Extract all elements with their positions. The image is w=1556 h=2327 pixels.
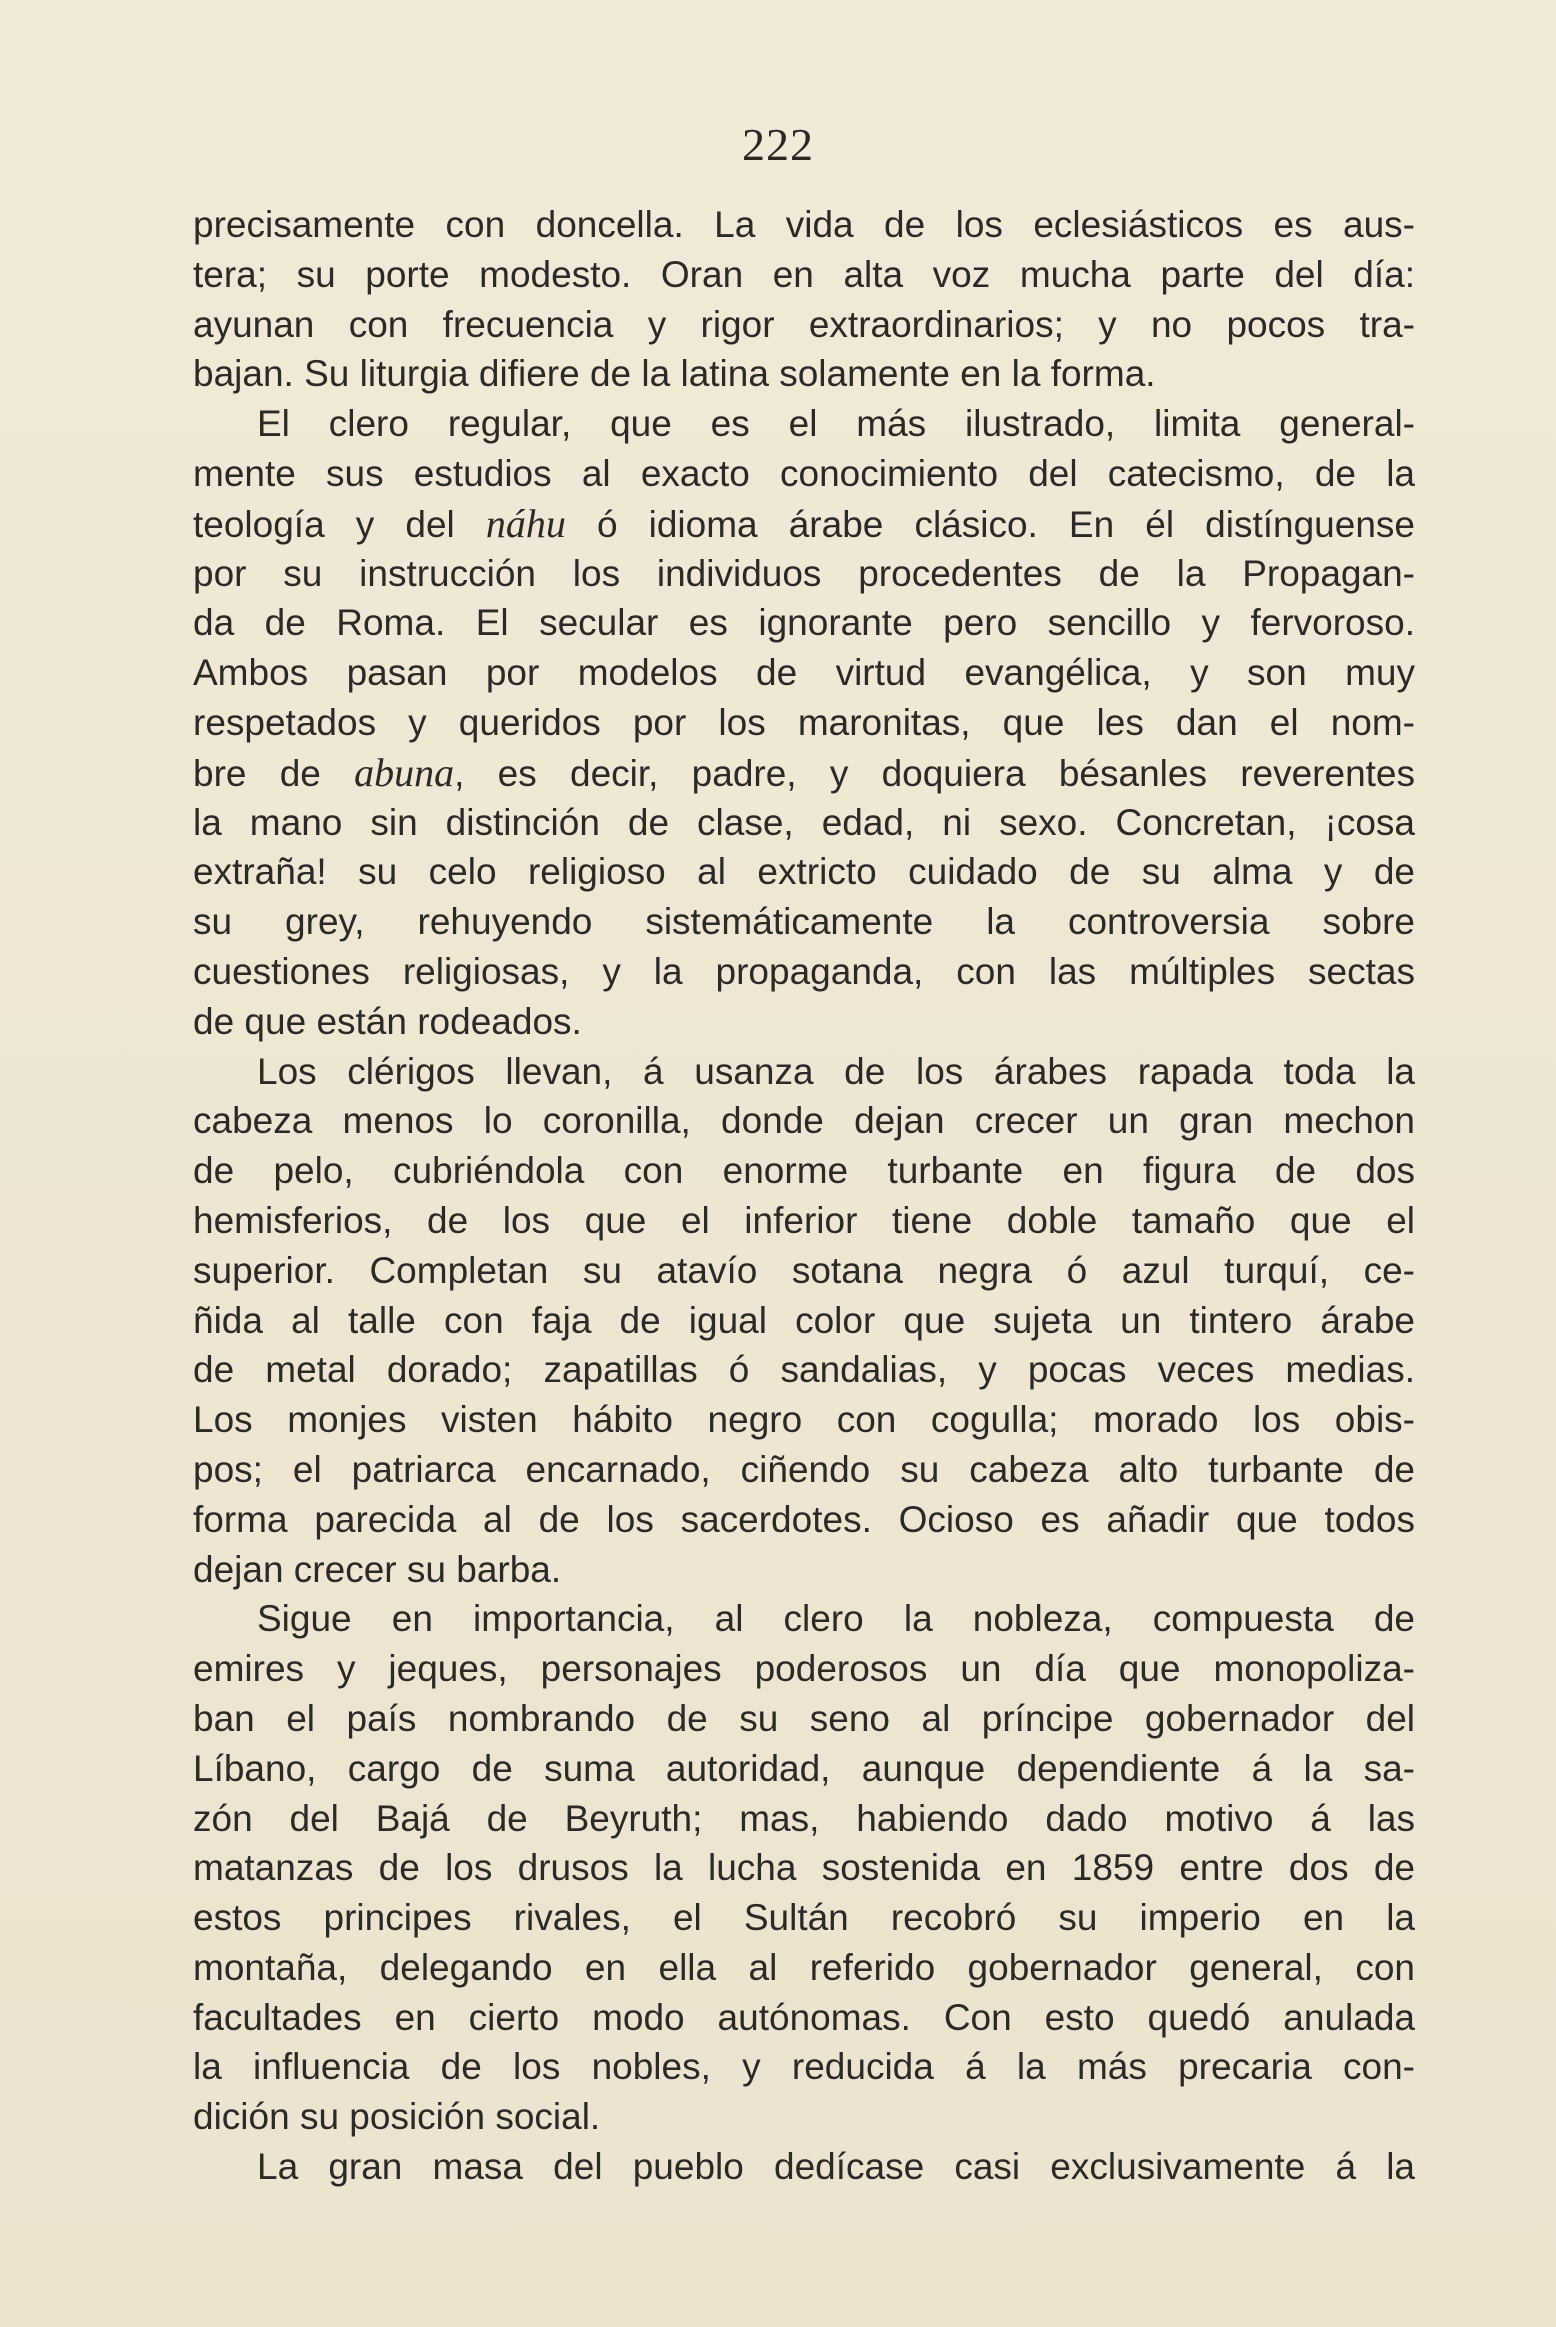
text-line: bajan. Su liturgia difiere de la latina solamente en la forma. (193, 353, 1156, 395)
text-line: de pelo, cubriéndola con enorme turbante en figura de dos (193, 1150, 1415, 1192)
text-line: su grey, rehuyendo sistemáticamente la controversia sobre (193, 901, 1415, 943)
text-line: superior. Completan su atavío sotana negra ó azul turquí, ce- (193, 1249, 1415, 1291)
text-line: cuestiones religiosas, y la propaganda, con las múltiples sectas (193, 950, 1415, 992)
text-line: dejan crecer su barba. (193, 1548, 562, 1590)
text-line: estos principes rivales, el Sultán recobró su imperio en la (193, 1897, 1415, 1939)
italic-term: náhu (485, 500, 566, 546)
text-segment: teología y del (193, 503, 486, 545)
text-line: la influencia de los nobles, y reducida á la más precaria con- (193, 2046, 1415, 2088)
text-line: la mano sin distinción de clase, edad, ni sexo. Concretan, ¡cosa (193, 801, 1415, 843)
text-line: pos; el patriarca encarnado, ciñendo su cabeza alto turbante de (193, 1448, 1415, 1490)
body-text (193, 200, 1415, 2192)
text-segment: , es decir, padre, y doquiera bésanles reverentes (454, 752, 1415, 794)
text-segment: ó idioma árabe clásico. En él distínguense (565, 503, 1415, 545)
text-line: respetados y queridos por los maronitas, que les dan el nom- (193, 701, 1415, 743)
text-line: extraña! su celo religioso al extricto cuidado de su alma y de (193, 851, 1415, 893)
page-number: 222 (742, 119, 814, 170)
text-line: emires y jeques, personajes poderosos un día que monopoliza- (193, 1648, 1415, 1690)
text-line: ñida al talle con faja de igual color que sujeta un tintero árabe (193, 1299, 1415, 1341)
text-line: Ambos pasan por modelos de virtud evangélica, y son muy (193, 652, 1415, 694)
text-line: Sigue en importancia, al clero la nobleza, compuesta de (257, 1598, 1415, 1640)
text-segment: bre de (193, 752, 355, 794)
text-line: Los monjes visten hábito negro con cogulla; morado los obis- (193, 1399, 1415, 1441)
text-line: mente sus estudios al exacto conocimiento del catecismo, de la (193, 452, 1415, 494)
text-line: por su instrucción los individuos procedentes de la Propagan- (193, 552, 1415, 594)
text-line: Líbano, cargo de suma autoridad, aunque dependiente á la sa- (193, 1747, 1415, 1789)
text-line (193, 499, 1415, 549)
text-line: montaña, delegando en ella al referido gobernador general, con (193, 1946, 1415, 1988)
text-line: cabeza menos lo coronilla, donde dejan crecer un gran mechon (193, 1100, 1415, 1142)
text-line: da de Roma. El secular es ignorante pero sencillo y fervoroso. (193, 602, 1415, 644)
text-line: El clero regular, que es el más ilustrado, limita general- (257, 403, 1415, 445)
italic-term: abuna (354, 749, 455, 795)
text-line: zón del Bajá de Beyruth; mas, habiendo dado motivo á las (193, 1797, 1415, 1839)
text-line: de metal dorado; zapatillas ó sandalias, y pocas veces medias. (193, 1349, 1415, 1391)
text-line: precisamente con doncella. La vida de los eclesiásticos es aus- (193, 204, 1415, 245)
text-line: hemisferios, de los que el inferior tiene doble tamaño que el (193, 1199, 1415, 1241)
text-line: facultades en cierto modo autónomas. Con esto quedó anulada (193, 1996, 1415, 2038)
text-line (193, 748, 1415, 798)
text-line: ban el país nombrando de su seno al príncipe gobernador del (193, 1697, 1415, 1739)
text-line: de que están rodeados. (193, 1000, 582, 1042)
text-line: dición su posición social. (193, 2096, 601, 2138)
text-line: tera; su porte modesto. Oran en alta voz mucha parte del día: (193, 253, 1415, 295)
text-line: matanzas de los drusos la lucha sostenida en 1859 entre dos de (193, 1847, 1415, 1889)
text-line: La gran masa del pueblo dedícase casi exclusivamente á la (257, 2146, 1415, 2188)
text-line: Los clérigos llevan, á usanza de los árabes rapada toda la (257, 1050, 1415, 1092)
text-line: forma parecida al de los sacerdotes. Ocioso es añadir que todos (193, 1498, 1415, 1540)
text-line: ayunan con frecuencia y rigor extraordinarios; y no pocos tra- (193, 303, 1415, 345)
